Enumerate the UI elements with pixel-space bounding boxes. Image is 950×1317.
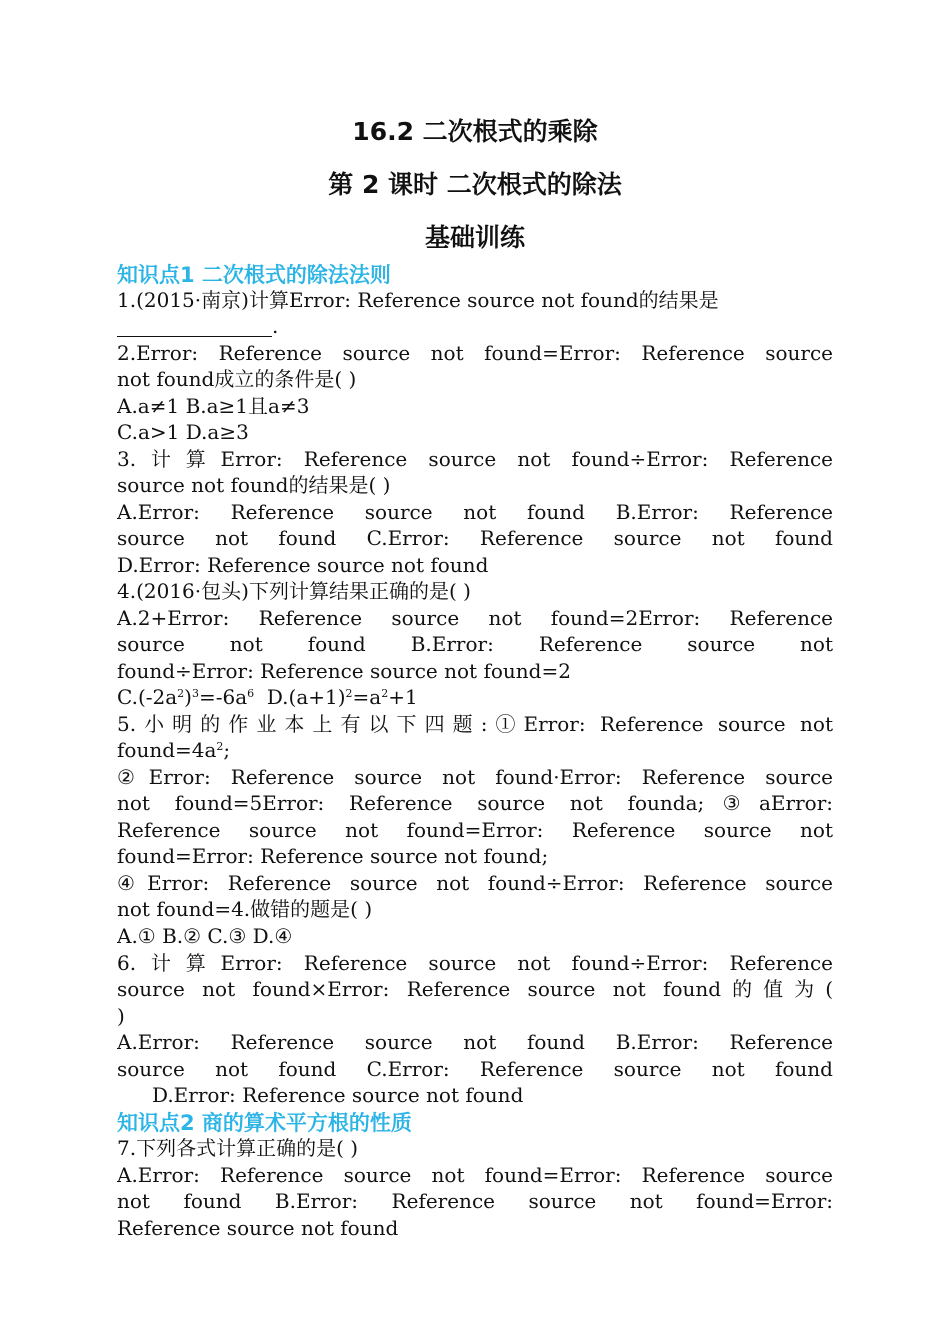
question-2-options-ab: A.a≠1 B.a≥1且a≠3 xyxy=(117,394,310,418)
text-span: ) xyxy=(184,685,192,709)
text-span: C.(-2a xyxy=(117,685,178,709)
page-title: 16.2 二次根式的乘除 xyxy=(352,117,598,146)
question-5-line-3: ②Error: Reference source not found·Error: Reference source xyxy=(117,765,833,789)
question-6-line-2: source not found×Error: Reference source not found的值为( xyxy=(117,977,833,1001)
question-7-option-b: not found B.Error: Reference source not found=Error: xyxy=(117,1189,833,1213)
superscript: 3 xyxy=(191,687,199,700)
question-5-line-2 xyxy=(117,737,833,764)
question-6-line-1: 6.计算Error: Reference source not found÷Error: Reference xyxy=(117,951,833,975)
question-5-line-6: found=Error: Reference source not found; xyxy=(117,844,549,868)
question-4-option-a: A.2+Error: Reference source not found=2Error: Reference xyxy=(117,606,833,630)
question-6-options-bc: source not found C.Error: Reference source not found xyxy=(117,1057,833,1081)
superscript: 2 xyxy=(216,740,224,753)
question-3-line-2: source not found的结果是( ) xyxy=(117,473,391,497)
question-6-line-3: ) xyxy=(117,1004,125,1028)
question-7-line-1: 7.下列各式计算正确的是( ) xyxy=(117,1136,359,1160)
knowledge-point-1-heading: 知识点1 二次根式的除法法则 xyxy=(117,263,391,287)
question-7-option-b-cont: Reference source not found xyxy=(117,1216,399,1240)
question-5-options: A.① B.② C.③ D.④ xyxy=(117,924,293,948)
question-4-options-cd xyxy=(117,684,833,711)
question-2-options-cd: C.a>1 D.a≥3 xyxy=(117,420,249,444)
question-3-options-bc: source not found C.Error: Reference source not found xyxy=(117,526,833,550)
text-span: found=4a xyxy=(117,738,217,762)
question-2-line-1: 2.Error: Reference source not found=Error: Reference source xyxy=(117,341,833,365)
question-5-line-1: 5.小明的作业本上有以下四题:①Error: Reference source not xyxy=(117,712,833,736)
question-4-option-b: source not found B.Error: Reference source not xyxy=(117,632,833,656)
question-5-line-5: Reference source not found=Error: Reference source not xyxy=(117,818,833,842)
superscript: 2 xyxy=(345,687,353,700)
question-3-line-1: 3.计算Error: Reference source not found÷Error: Reference xyxy=(117,447,833,471)
question-5-line-4: not found=5Error: Reference source not founda;③aError: xyxy=(117,791,833,815)
text-span: D.(a+1) xyxy=(254,685,346,709)
question-1-line-1: 1.(2015·南京)计算Error: Reference source not found的结果是 xyxy=(117,288,719,312)
text-span: +1 xyxy=(388,685,418,709)
question-1-period: . xyxy=(272,314,279,338)
question-3-options-ab: A.Error: Reference source not found B.Error: Reference xyxy=(117,500,833,524)
question-1-line-2 xyxy=(117,313,833,340)
question-6-option-d: D.Error: Reference source not found xyxy=(152,1083,524,1107)
text-span: ; xyxy=(223,738,231,762)
superscript: 2 xyxy=(177,687,185,700)
knowledge-point-2-heading: 知识点2 商的算术平方根的性质 xyxy=(117,1111,412,1135)
question-2-line-2: not found成立的条件是( ) xyxy=(117,367,357,391)
section-title: 基础训练 xyxy=(424,223,525,252)
question-4-option-b-cont: found÷Error: Reference source not found=2 xyxy=(117,659,571,683)
question-7-option-a: A.Error: Reference source not found=Error: Reference source xyxy=(117,1163,833,1187)
question-5-line-8: not found=4.做错的题是( ) xyxy=(117,897,373,921)
superscript: 6 xyxy=(247,687,255,700)
answer-blank xyxy=(117,316,272,337)
text-span: =a xyxy=(352,685,382,709)
question-6-options-ab: A.Error: Reference source not found B.Error: Reference xyxy=(117,1030,833,1054)
text-span: =-6a xyxy=(198,685,248,709)
lesson-subtitle: 第 2 课时 二次根式的除法 xyxy=(328,170,622,199)
question-4-line-1: 4.(2016·包头)下列计算结果正确的是( ) xyxy=(117,579,471,603)
superscript: 2 xyxy=(381,687,389,700)
question-3-option-d: D.Error: Reference source not found xyxy=(117,553,489,577)
question-5-line-7: ④Error: Reference source not found÷Error: Reference source xyxy=(117,871,833,895)
